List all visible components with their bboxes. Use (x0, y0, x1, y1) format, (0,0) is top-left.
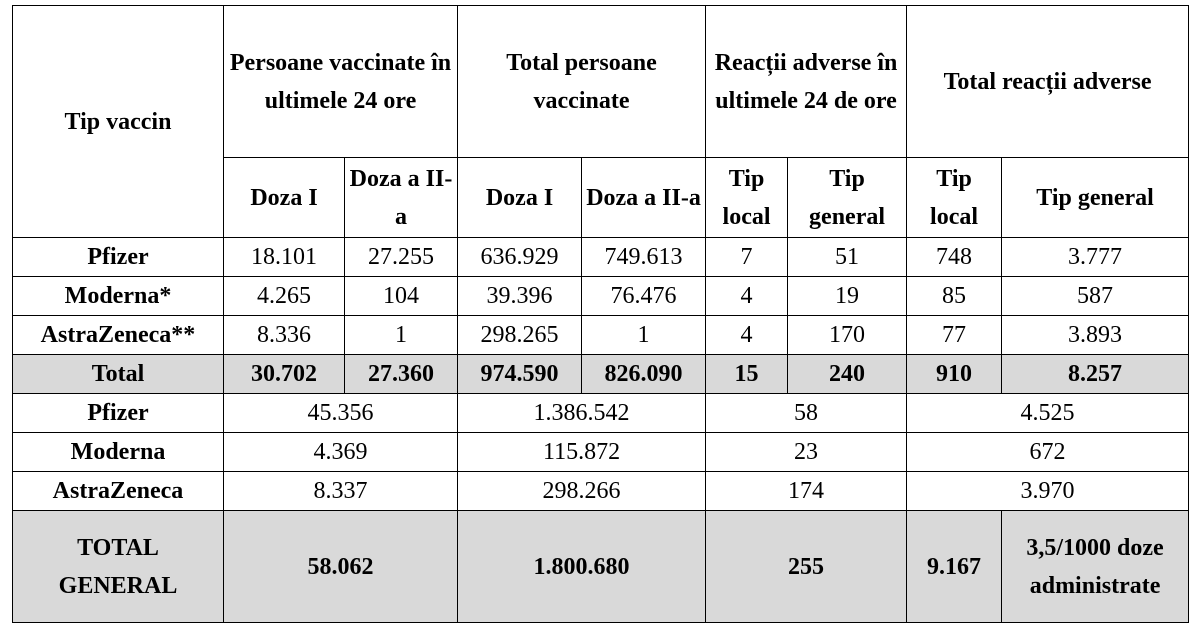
table-cell: 1 (582, 316, 706, 355)
table-row (13, 277, 1189, 316)
total-cell: 910 (907, 355, 1002, 394)
table-cell: 636.929 (458, 238, 582, 277)
table-row (13, 316, 1189, 355)
table-cell: 85 (907, 277, 1002, 316)
table-cell: 3.777 (1002, 238, 1189, 277)
summary-cell: 3.970 (907, 472, 1189, 511)
summary-cell: 115.872 (458, 433, 706, 472)
summary-label: Pfizer (13, 394, 224, 433)
summary-row (13, 472, 1189, 511)
summary-cell: 298.266 (458, 472, 706, 511)
table-cell: 7 (706, 238, 788, 277)
summary-cell: 1.386.542 (458, 394, 706, 433)
table-cell: 298.265 (458, 316, 582, 355)
row-label: Pfizer (13, 238, 224, 277)
summary-cell: 23 (706, 433, 907, 472)
summary-row (13, 433, 1189, 472)
table-row (13, 238, 1189, 277)
row-label: Moderna* (13, 277, 224, 316)
summary-cell: 45.356 (224, 394, 458, 433)
table-cell: 19 (788, 277, 907, 316)
summary-cell: 174 (706, 472, 907, 511)
table-cell: 4 (706, 316, 788, 355)
grand-total-row (13, 511, 1189, 623)
total-cell: 15 (706, 355, 788, 394)
header-total-reactii: Total reacții adverse (907, 6, 1189, 158)
table-cell: 27.255 (345, 238, 458, 277)
table-cell: 749.613 (582, 238, 706, 277)
total-cell: 240 (788, 355, 907, 394)
table-cell: 8.336 (224, 316, 345, 355)
grand-total-cell: 255 (706, 511, 907, 623)
summary-cell: 8.337 (224, 472, 458, 511)
total-label: Total (13, 355, 224, 394)
summary-cell: 672 (907, 433, 1189, 472)
header-persoane-24: Persoane vaccinate în ultimele 24 ore (224, 6, 458, 158)
table-cell: 76.476 (582, 277, 706, 316)
subheader-tip-local: Tip local (706, 158, 788, 238)
table-cell: 3.893 (1002, 316, 1189, 355)
grand-total-cell: 9.167 (907, 511, 1002, 623)
summary-cell: 4.525 (907, 394, 1189, 433)
subheader-tip-local: Tip local (907, 158, 1002, 238)
summary-row (13, 394, 1189, 433)
table-cell: 1 (345, 316, 458, 355)
header-tip-vaccin: Tip vaccin (13, 6, 224, 238)
header-total-persoane: Total persoane vaccinate (458, 6, 706, 158)
header-reactii-24: Reacții adverse în ultimele 24 de ore (706, 6, 907, 158)
total-cell: 826.090 (582, 355, 706, 394)
subheader-doza-1: Doza I (224, 158, 345, 238)
subheader-doza-2: Doza a II-a (582, 158, 706, 238)
summary-cell: 4.369 (224, 433, 458, 472)
header-row (13, 6, 1189, 158)
grand-total-cell: 1.800.680 (458, 511, 706, 623)
table-cell: 39.396 (458, 277, 582, 316)
grand-total-cell: 58.062 (224, 511, 458, 623)
table-cell: 170 (788, 316, 907, 355)
table-cell: 4.265 (224, 277, 345, 316)
table-cell: 748 (907, 238, 1002, 277)
table-cell: 51 (788, 238, 907, 277)
table-cell: 77 (907, 316, 1002, 355)
grand-total-rate: 3,5/1000 doze administrate (1002, 511, 1189, 623)
summary-cell: 58 (706, 394, 907, 433)
subheader-tip-general: Tip general (788, 158, 907, 238)
vaccination-table (12, 5, 1189, 623)
total-cell: 974.590 (458, 355, 582, 394)
total-cell: 27.360 (345, 355, 458, 394)
subheader-doza-1: Doza I (458, 158, 582, 238)
table-cell: 587 (1002, 277, 1189, 316)
total-row (13, 355, 1189, 394)
table-cell: 4 (706, 277, 788, 316)
subheader-tip-general: Tip general (1002, 158, 1189, 238)
row-label: AstraZeneca** (13, 316, 224, 355)
summary-label: AstraZeneca (13, 472, 224, 511)
table-cell: 104 (345, 277, 458, 316)
total-cell: 30.702 (224, 355, 345, 394)
subheader-doza-2: Doza a II-a (345, 158, 458, 238)
table-cell: 18.101 (224, 238, 345, 277)
grand-total-label: TOTAL GENERAL (13, 511, 224, 623)
total-cell: 8.257 (1002, 355, 1189, 394)
summary-label: Moderna (13, 433, 224, 472)
